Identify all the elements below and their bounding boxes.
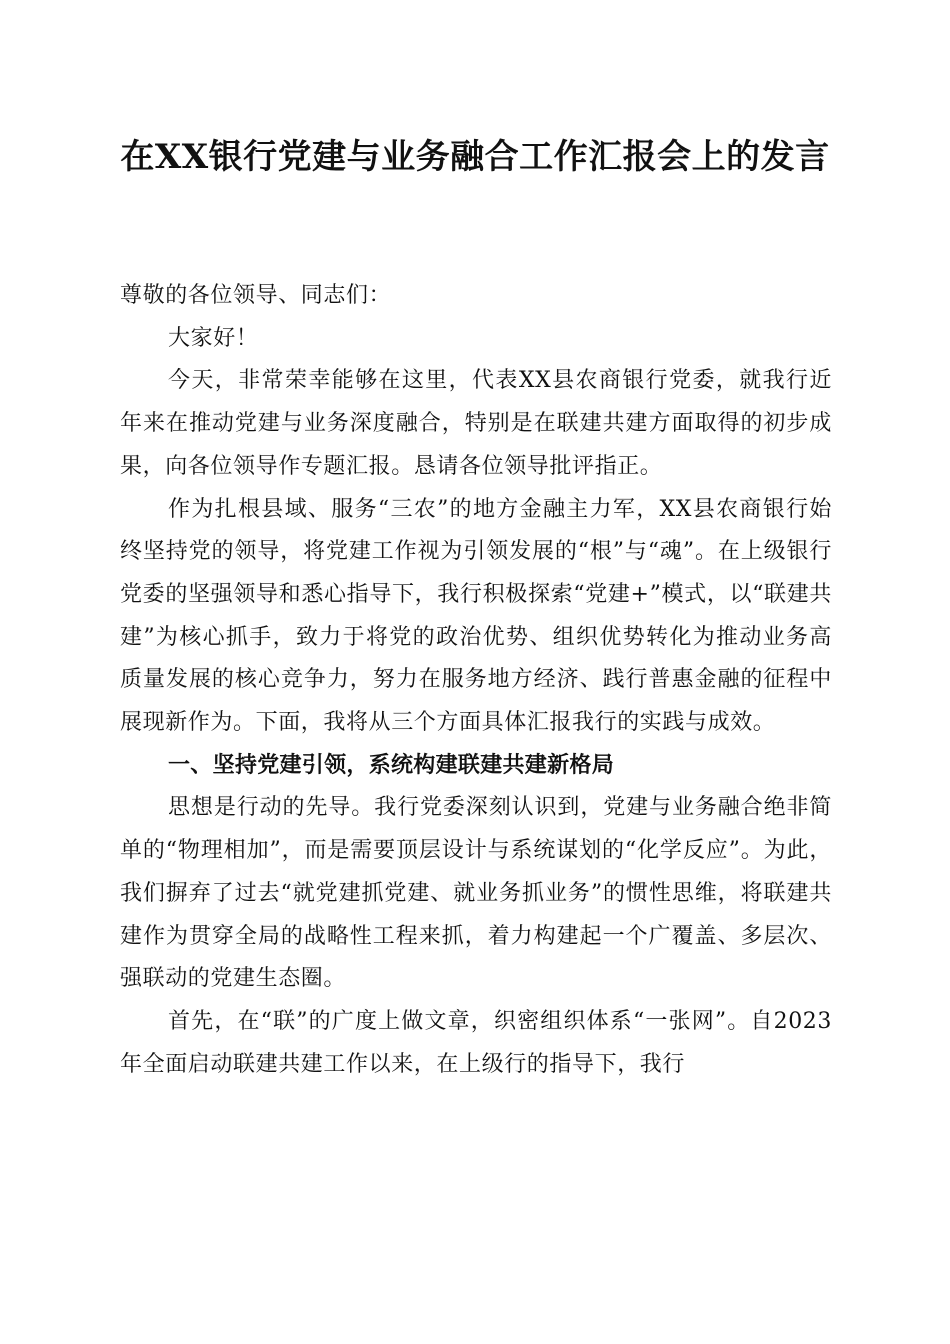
greeting: 大家好！	[168, 325, 259, 351]
section-paragraph: 思想是行动的先导。我行党委深刻认识到，党建与业务融合绝非简单的“物理相加”，而是需要顶层设计与系统谋划的“化学反应”。为此，我们摒弃了过去“就党建抓党建、就业务抓业务”的惯性思维，将联建共建作为贯穿全局的战略性工程来抓，着力构建起一个广覆盖、多层次、强联动的党建生态圈。	[120, 795, 832, 992]
document-body	[120, 275, 832, 1086]
intro-paragraph: 今天，非常荣幸能够在这里，代表XX县农商银行党委，就我行近年来在推动党建与业务深度融合，特别是在联建共建方面取得的初步成果，向各位领导作专题汇报。恳请各位领导批评指正。	[120, 368, 832, 479]
background-paragraph: 作为扎根县域、服务“三农”的地方金融主力军，XX县农商银行始终坚持党的领导，将党建工作视为引领发展的“根”与“魂”。在上级银行党委的坚强领导和悉心指导下，我行积极探索“党建+”模式，以“联建共建”为核心抓手，致力于将党的政治优势、组织优势转化为推动业务高质量发展的核心竞争力，努力在服务地方经济、践行普惠金融的征程中展现新作为。下面，我将从三个方面具体汇报我行的实践与成效。	[120, 496, 832, 736]
section-paragraph: 首先，在“联”的广度上做文章，织密组织体系“一张网”。自2023年全面启动联建共建工作以来，在上级行的指导下，我行	[120, 1008, 832, 1077]
salutation: 尊敬的各位领导、同志们：	[120, 283, 392, 308]
section-heading: 一、坚持党建引领，系统构建联建共建新格局	[168, 752, 615, 778]
document-title: 在XX银行党建与业务融合工作汇报会上的发言	[120, 137, 830, 177]
